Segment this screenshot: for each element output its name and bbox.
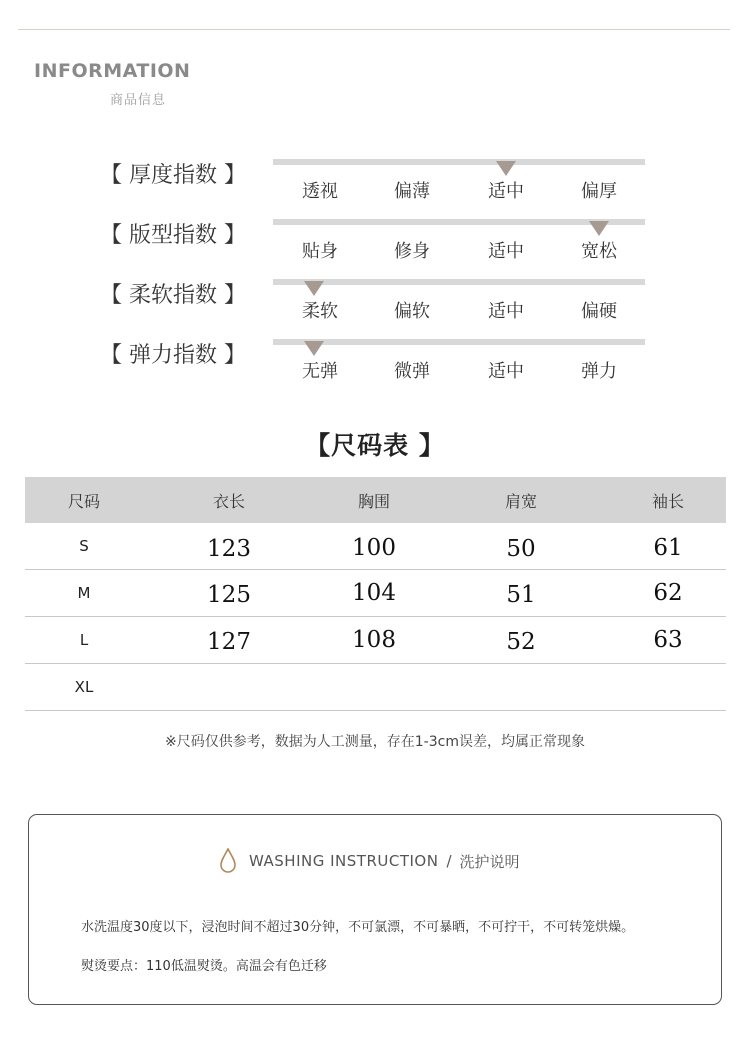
size-label-cell: XL: [74, 678, 94, 696]
measurement-cell: 108: [352, 627, 396, 653]
information-subtitle: 商品信息: [110, 93, 167, 108]
washing-line-2: 熨烫要点：110低温熨烫。高温会有色迁移: [81, 959, 327, 974]
washing-header: [219, 848, 520, 874]
size-chart-title: 【尺码表 】: [305, 431, 445, 460]
index-marker: [304, 281, 324, 296]
index-option: 适中: [488, 181, 524, 202]
index-option: 偏厚: [581, 181, 617, 202]
index-scale-bar: [273, 279, 645, 285]
table-row: [25, 617, 726, 664]
size-table-header-cell: 尺码: [67, 491, 100, 511]
measurement-cell: [471, 664, 571, 710]
index-label: 【 柔软指数 】: [100, 283, 246, 308]
index-option: 弹力: [581, 361, 617, 382]
size-table: [25, 477, 726, 711]
index-option: 适中: [488, 241, 524, 262]
index-option: 适中: [488, 301, 524, 322]
index-scale-bar: [273, 339, 645, 345]
index-option: 贴身: [302, 241, 338, 262]
index-row: [0, 218, 750, 278]
measurement-cell: 52: [506, 629, 536, 655]
washing-title-en: WASHING INSTRUCTION: [249, 852, 439, 870]
index-option: 微弹: [394, 361, 430, 382]
table-row: [25, 664, 726, 711]
size-table-header: [25, 477, 726, 523]
index-option: 透视: [302, 181, 338, 202]
index-marker: [496, 161, 516, 176]
index-option: 适中: [488, 361, 524, 382]
index-label: 【 弹力指数 】: [100, 343, 246, 368]
index-row: [0, 158, 750, 218]
size-note: ※尺码仅供参考，数据为人工测量，存在1-3cm误差，均属正常现象: [165, 734, 585, 750]
measurement-cell: 51: [506, 582, 536, 608]
size-label-cell: M: [77, 584, 91, 602]
measurement-cell: 123: [207, 536, 251, 562]
washing-title-separator: /: [446, 852, 452, 870]
index-option: 偏软: [394, 301, 430, 322]
table-row: [25, 570, 726, 617]
index-row: [0, 338, 750, 398]
index-option: 偏硬: [581, 301, 617, 322]
index-marker: [589, 221, 609, 236]
index-option: 偏薄: [394, 181, 430, 202]
measurement-cell: [324, 664, 424, 710]
size-table-header-cell: 肩宽: [504, 491, 537, 511]
measurement-cell: [618, 664, 718, 710]
index-option: 宽松: [581, 241, 617, 262]
measurement-cell: 50: [506, 536, 536, 562]
top-divider: [18, 29, 730, 30]
water-drop-icon: [219, 848, 237, 874]
measurement-cell: 62: [653, 580, 683, 606]
index-option: 柔软: [302, 301, 338, 322]
size-label-cell: L: [79, 631, 89, 649]
washing-title-cn: 洗护说明: [459, 852, 520, 871]
index-label: 【 厚度指数 】: [100, 163, 246, 188]
index-option: 修身: [394, 241, 430, 262]
measurement-cell: 127: [207, 629, 251, 655]
washing-instruction-box: [28, 814, 722, 1005]
size-label-cell: S: [79, 537, 89, 555]
measurement-cell: [179, 664, 279, 710]
index-option: 无弹: [302, 361, 338, 382]
size-table-header-cell: 衣长: [212, 491, 245, 511]
measurement-cell: 100: [352, 535, 396, 561]
measurement-cell: 125: [207, 582, 251, 608]
size-table-header-cell: 胸围: [357, 491, 390, 511]
measurement-cell: 63: [653, 627, 683, 653]
table-row: [25, 523, 726, 570]
index-label: 【 版型指数 】: [100, 223, 246, 248]
washing-line-1: 水洗温度30度以下，浸泡时间不超过30分钟，不可氯漂，不可暴晒，不可拧干，不可转笼烘燥。: [81, 920, 635, 935]
measurement-cell: 61: [653, 535, 683, 561]
size-table-header-cell: 袖长: [651, 491, 684, 511]
index-scale-bar: [273, 159, 645, 165]
index-marker: [304, 341, 324, 356]
measurement-cell: 104: [352, 580, 396, 606]
information-title: INFORMATION: [34, 60, 191, 82]
index-row: [0, 278, 750, 338]
